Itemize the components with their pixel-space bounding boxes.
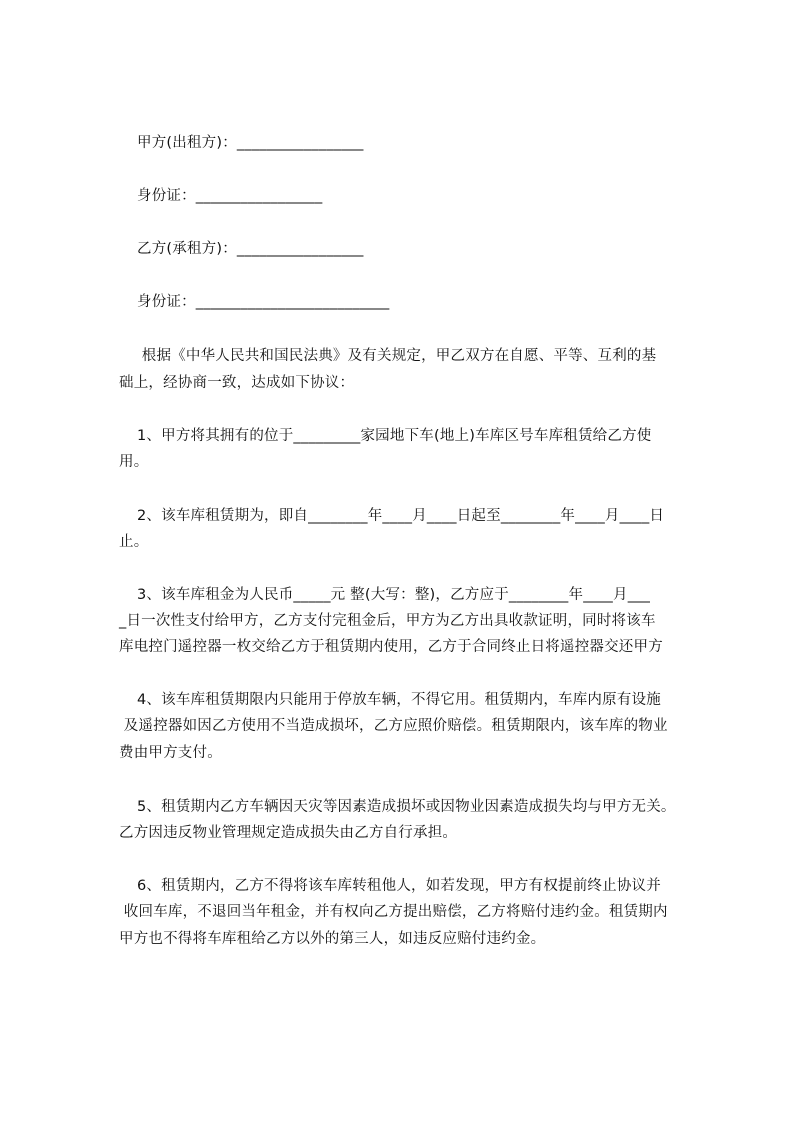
- clause-6-line-3: 甲方也不得将车库租给乙方以外的第三人，如违反应赔付违约金。: [119, 931, 546, 947]
- clause-4-line-2: 及遥控器如因乙方使用不当造成损坏，乙方应照价赔偿。租赁期限内，该车库的物业: [119, 718, 668, 734]
- clause-4-line-3: 费由甲方支付。: [119, 745, 222, 761]
- party-a-id-field: 身份证：_________________: [137, 188, 323, 204]
- clause-6-line-2: 收回车库，不退回当年租金，并有权向乙方提出赔偿，乙方将赔付违约金。租赁期内: [119, 904, 668, 920]
- clause-3-line-3: 库电控门遥控器一枚交给乙方于租赁期内使用，乙方于合同终止日将遥控器交还甲方: [119, 639, 663, 655]
- party-b-field: 乙方(承租方)：_________________: [137, 241, 364, 257]
- party-a-field: 甲方(出租方)：_________________: [137, 135, 364, 151]
- preamble-line-2: 础上，经协商一致，达成如下协议：: [119, 375, 355, 391]
- clause-5-line-2: 乙方因违反物业管理规定造成损失由乙方自行承担。: [119, 825, 458, 841]
- clause-1-line-1: 1、甲方将其拥有的位于_________家园地下车(地上)车库区号车库租赁给乙方使: [137, 428, 652, 444]
- clause-2-line-1: 2、该车库租赁期为，即自________年____月____日起至________年____月____日: [137, 508, 665, 524]
- clause-6-line-1: 6、租赁期内，乙方不得将该车库转租他人，如若发现，甲方有权提前终止协议并: [137, 878, 661, 894]
- clause-3-line-2: _日一次性支付给甲方，乙方支付完租金后，甲方为乙方出具收款证明，同时将该车: [119, 613, 656, 629]
- clause-4-line-1: 4、该车库租赁期限内只能用于停放车辆，不得它用。租赁期内，车库内原有设施: [137, 692, 661, 708]
- clause-2-line-2: 止。: [119, 534, 149, 550]
- clause-1-line-2: 用。: [119, 454, 149, 470]
- clause-3-line-1: 3、该车库租金为人民币_____元 整(大写：整)，乙方应于________年____月___: [137, 587, 651, 603]
- party-b-id-field: 身份证：__________________________: [137, 294, 390, 310]
- preamble-line-1: 根据《中华人民共和国民法典》及有关规定，甲乙双方在自愿、平等、互利的基: [137, 348, 657, 364]
- clause-5-line-1: 5、租赁期内乙方车辆因天灾等因素造成损坏或因物业因素造成损失均与甲方无关。: [137, 799, 676, 815]
